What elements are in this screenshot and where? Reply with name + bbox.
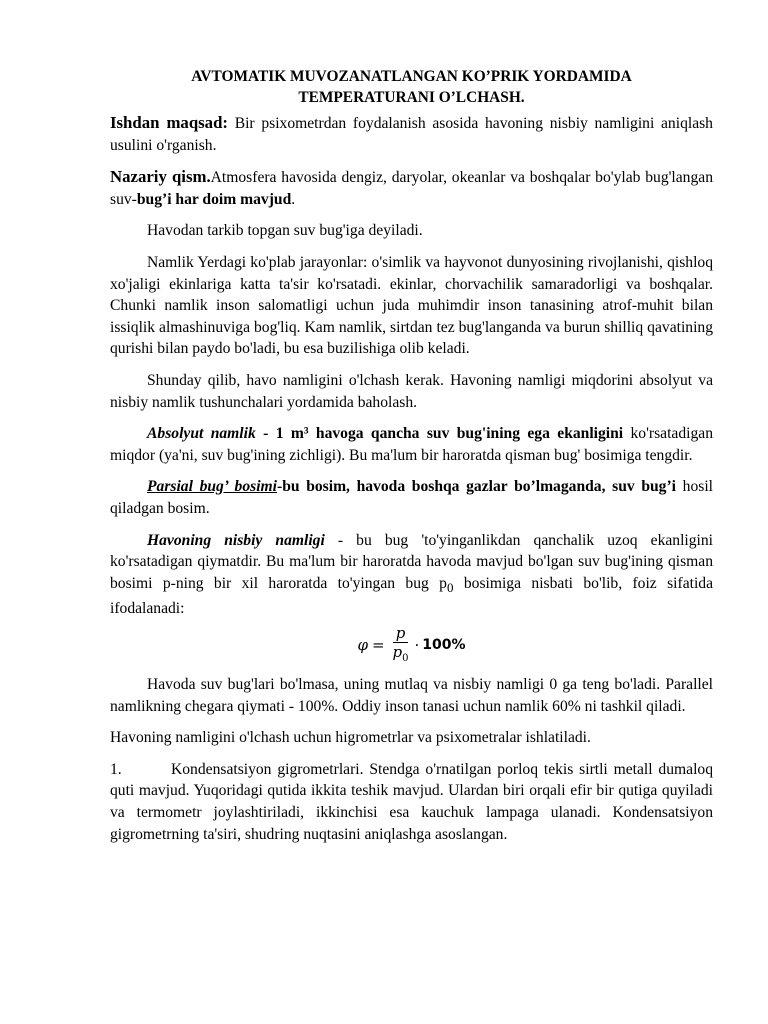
aim-paragraph: [110, 112, 713, 156]
paragraph-relative-humidity: [110, 530, 713, 620]
list-item-number: 1.: [110, 760, 122, 778]
formula-denominator-base: p: [392, 642, 403, 661]
paragraph-definition: Havodan tarkib topgan suv bug'iga deyiladi.: [147, 222, 423, 240]
formula-percent: 100%: [422, 637, 466, 654]
absolute-humidity-term: Absolyut namlik: [147, 425, 256, 443]
paragraph-humidity-importance: Namlik Yerdagi ko'plab jarayonlar: o'simlik va hayvonot dunyosining rivojlanishi, qishloq xo'jaligi ekinlariga katta ta'sir ko'rsatadi. ekinlar, chorvachilik samaradorligi va boshqalar. Chunki namlik inson salomatligi uchun juda muhimdir inson tanasining atrof-muhit bilan issiqlik almashinuviga bog'liq. Kam namlik, sirtdan tez bug'langanda va burun shilliq qavatining qurishi bilan paydo bo'ladi, bu esa buzilishiga olib keladi.: [110, 253, 713, 358]
formula-phi: φ: [357, 636, 368, 655]
relative-humidity-text-a: - bu bug 'to'yinganlikdan qanchalik uzoq ekanligini ko'rsatadigan qiymatdir. Bu ma'lum bir haroratda havoda mavjud bo'lgan suv bug'ining qisman bosimi p-ning bir xil haroratda to'yingan bug p: [110, 531, 714, 592]
aim-label: Ishdan maqsad:: [110, 113, 228, 132]
paragraph-instruments: Havoning namligini o'lchash uchun higrometrlar va psixometralar ishlatiladi.: [110, 729, 591, 747]
paragraph-partial-pressure: [110, 476, 713, 519]
formula-times: ·: [414, 636, 420, 655]
theory-end: .: [291, 190, 296, 208]
list-item-condensation-hygrometer: [110, 759, 713, 845]
humidity-formula: [110, 624, 713, 668]
theory-bold-text: bug’i har doim mavjud: [136, 190, 292, 208]
relative-humidity-term: Havoning nisbiy namligi: [147, 531, 325, 549]
formula-fraction: [390, 624, 412, 668]
theory-label: Nazariy qism.: [110, 167, 211, 187]
list-item-text: Kondensatsiyon gigrometrlari. Stendga o'rnatilgan porloq tekis sirtli metall dumaloq quti mavjud. Yuqoridagi qutida ikkita teshik mavjud. Ulardan biri orqali efir bir qutiga quyiladi va termometr joylashtiriladi, ikkinchisi esa kauchuk lampaga ulanadi. Kondensatsiyon gigrometrning ta'siri, shudring nuqtasini aniqlashga asoslangan.: [110, 760, 713, 843]
aim-text: Bir psixometrdan foydalanish asosida havoning nisbiy namligini aniqlash usulini o'rganish.: [110, 115, 713, 154]
theory-paragraph: [110, 166, 713, 210]
title-line-2: TEMPERATURANI O’LCHASH.: [298, 89, 525, 106]
absolute-humidity-bold: - 1 m³ havoga qancha suv bug'ining ega ekanligini: [255, 425, 624, 443]
partial-pressure-term: Parsial bug’ bosimi: [147, 478, 277, 496]
formula-denominator-sub: 0: [402, 652, 409, 664]
absolute-humidity-rest: ko'rsatadigan miqdor (ya'ni, suv bug'ining zichligi). Bu ma'lum bir haroratda qisman bug' bosimiga tengdir.: [110, 425, 713, 464]
paragraph-measurement: Shunday qilib, havo namligini o'lchash kerak. Havoning namligi miqdorini absolyut va nisbiy namlik tushunchalari yordamida baholash.: [110, 371, 713, 411]
paragraph-zero-humidity: Havoda suv bug'lari bo'lmasa, uning mutlaq va nisbiy namligi 0 ga teng bo'ladi. Parallel namlikning chegara qiymati - 100%. Oddiy inson tanasi uchun namlik 60% ni tashkil qiladi.: [110, 675, 713, 715]
theory-text: Atmosfera havosida dengiz, daryolar, okeanlar va boshqalar bo'ylab bug'langan suv-: [110, 169, 713, 208]
partial-pressure-rest: hosil qiladgan bosim.: [110, 478, 713, 517]
page-title: [110, 66, 713, 108]
title-line-1: AVTOMATIK MUVOZANATLANGAN KO’PRIK YORDAMIDA: [191, 68, 632, 85]
formula-numerator: p: [393, 624, 409, 643]
relative-humidity-subscript: 0: [446, 579, 454, 595]
relative-humidity-text-b: bosimiga nisbati bo'lib, foiz sifatida ifodalanadi:: [110, 574, 713, 618]
formula-equals: =: [371, 636, 385, 655]
formula-denominator: [390, 643, 412, 668]
partial-pressure-bold: -bu bosim, havoda boshqa gazlar bo’lmaganda, suv bug’i: [277, 478, 677, 496]
paragraph-absolute-humidity: [110, 423, 713, 466]
